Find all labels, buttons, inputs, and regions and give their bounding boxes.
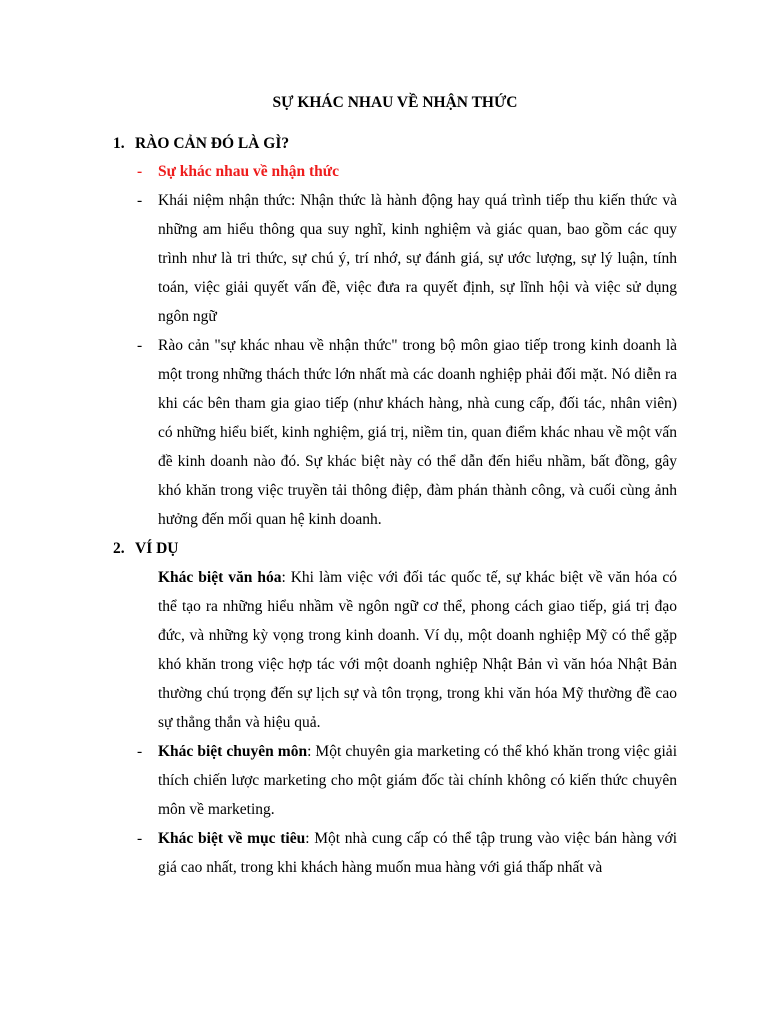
list-item — [137, 186, 677, 331]
list-item — [137, 563, 677, 737]
term-label: Khác biệt văn hóa — [158, 569, 282, 586]
term-description: : Một chuyên gia marketing có thể khó khăn trong việc giải thích chiến lược marketing cho một giám đốc tài chính không có kiến thức chuyên môn về marketing. — [158, 743, 677, 818]
list-item — [137, 157, 677, 186]
list-item — [137, 824, 677, 882]
section-number: 2. — [113, 540, 125, 557]
list-dash: - — [137, 743, 143, 760]
paragraph-culture — [158, 563, 677, 737]
term-label: Khác biệt chuyên môn — [158, 743, 308, 760]
paragraph-goals — [158, 824, 677, 882]
section-heading-2 — [113, 538, 179, 560]
subheading-red: Sự khác nhau về nhận thức — [158, 163, 339, 180]
list-dash: - — [137, 163, 143, 180]
paragraph-definition: Khái niệm nhận thức: Nhận thức là hành động hay quá trình tiếp thu kiến thức và những am hiểu thông qua suy nghĩ, kinh nghiệm và giác quan, bao gồm các quy trình như là tri thức, sự chú ý, trí nhớ, sự đánh giá, sự ước lượng, sự lý luận, tính toán, việc giải quyết vấn đề, việc đưa ra quyết định, sự lĩnh hội và việc sử dụng ngôn ngữ — [158, 192, 677, 325]
document-title: SỰ KHÁC NHAU VỀ NHẬN THỨC — [272, 94, 518, 111]
section-heading-text: VÍ DỤ — [135, 540, 179, 557]
section-heading-1 — [113, 133, 289, 155]
section-heading-text: RÀO CẢN ĐÓ LÀ GÌ? — [135, 135, 290, 152]
list-item — [137, 331, 677, 534]
list-dash: - — [137, 830, 143, 847]
list-dash: - — [137, 337, 143, 354]
term-description: : Một nhà cung cấp có thể tập trung vào việc bán hàng với giá cao nhất, trong khi khách hàng muốn mua hàng với giá thấp nhất và — [158, 830, 677, 876]
list-dash: - — [137, 192, 143, 209]
list-item — [137, 737, 677, 824]
term-description: : Khi làm việc với đối tác quốc tế, sự khác biệt về văn hóa có thể tạo ra những hiểu nhầm về ngôn ngữ cơ thể, phong cách giao tiếp, giá trị đạo đức, và những kỳ vọng trong kinh doanh. Ví dụ, một doanh nghiệp Mỹ có thể gặp khó khăn trong việc hợp tác với một doanh nghiệp Nhật Bản vì văn hóa Nhật Bản thường chú trọng đến sự lịch sự và tôn trọng, trong khi văn hóa Mỹ thường đề cao sự thẳng thắn và hiệu quả. — [158, 569, 677, 731]
section-number: 1. — [113, 135, 125, 152]
paragraph-expertise — [158, 737, 677, 824]
term-label: Khác biệt về mục tiêu — [158, 830, 306, 847]
paragraph-barrier: Rào cản "sự khác nhau về nhận thức" trong bộ môn giao tiếp trong kinh doanh là một trong những thách thức lớn nhất mà các doanh nghiệp phải đối mặt. Nó diễn ra khi các bên tham gia giao tiếp (như khách hàng, nhà cung cấp, đối tác, nhân viên) có những hiểu biết, kinh nghiệm, giá trị, niềm tin, quan điểm khác nhau về một vấn đề kinh doanh nào đó. Sự khác biệt này có thể dẫn đến hiểu nhầm, bất đồng, gây khó khăn trong việc truyền tải thông điệp, đàm phán thành công, và cuối cùng ảnh hưởng đến mối quan hệ kinh doanh. — [158, 337, 677, 528]
